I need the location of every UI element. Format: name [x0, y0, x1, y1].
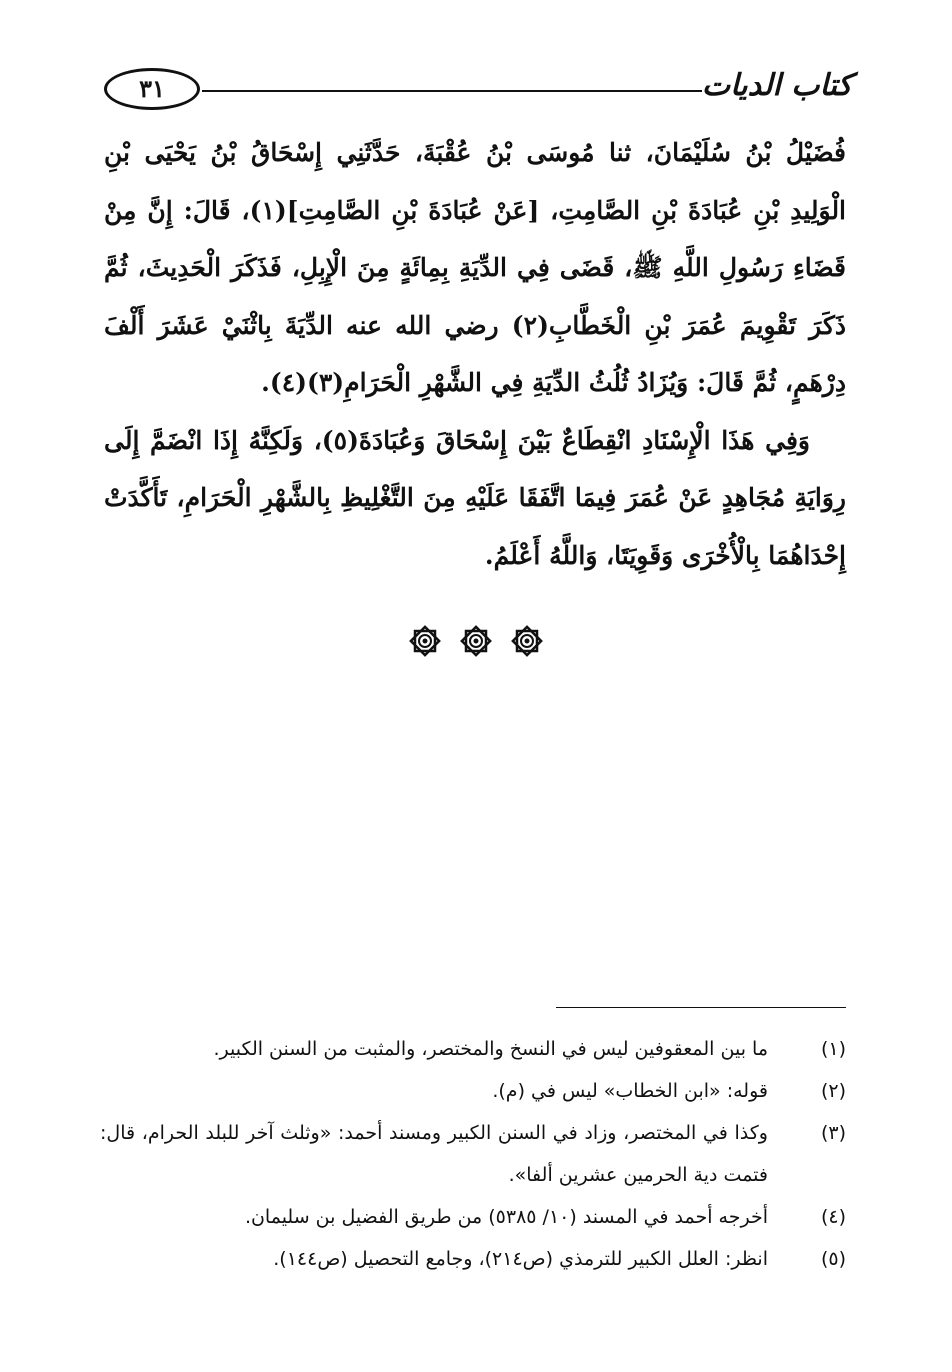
- page-number: ٣١: [104, 68, 200, 110]
- book-title: كتاب الديات: [701, 68, 852, 103]
- paragraph-1: فُضَيْلُ بْنُ سُلَيْمَانَ، ثنا مُوسَى بْنُ عُقْبَةَ، حَدَّثَنِي إِسْحَاقُ بْنُ يَحْيَى بْنِ الْوَلِيدِ بْنِ عُبَادَةَ بْنِ الصَّامِتِ، [عَنْ عُبَادَةَ بْنِ الصَّامِتِ](١)، قَالَ: إِنَّ مِنْ قَضَاءِ رَسُولِ اللَّهِ ﷺ، قَضَى فِي الدِّيَةِ بِمِائَةٍ مِنَ الْإِبِلِ، فَذَكَرَ الْحَدِيثَ، ثُمَّ ذَكَرَ تَقْوِيمَ عُمَرَ بْنِ الْخَطَّابِ(٢) رضي الله عنه الدِّيَةَ بِاثْنَيْ عَشَرَ أَلْفَ دِرْهَمٍ، ثُمَّ قَالَ: وَيُزَادُ ثُلُثُ الدِّيَةِ فِي الشَّهْرِ الْحَرَامِ(٣)(٤).: [104, 138, 847, 397]
- rosette-icon: [510, 624, 544, 658]
- main-text: [104, 124, 846, 584]
- footnote-2: [100, 1070, 846, 1112]
- footnote-text: انظر: العلل الكبير للترمذي (ص٢١٤)، وجامع التحصيل (ص١٤٤).: [273, 1248, 768, 1270]
- section-ornament: [0, 624, 952, 658]
- footnote-text: أخرجه أحمد في المسند (١٠/ ٥٣٨٥) من طريق الفضيل بن سليمان.: [244, 1206, 768, 1228]
- rosette-icon: [408, 624, 442, 658]
- rosette-icon: [459, 624, 493, 658]
- page-header: [100, 64, 852, 116]
- footnote-number: (٢): [820, 1080, 846, 1102]
- paragraph-2: وَفِي هَذَا الْإِسْنَادِ انْقِطَاعٌ بَيْنَ إِسْحَاقَ وَعُبَادَةَ(٥)، وَلَكِنَّهُ إِذَا انْضَمَّ إِلَى رِوَايَةِ مُجَاهِدٍ عَنْ عُمَرَ فِيمَا اتَّفَقَا عَلَيْهِ مِنَ التَّغْلِيظِ بِالشَّهْرِ الْحَرَامِ، تَأَكَّدَتْ إِحْدَاهُمَا بِالْأُخْرَى وَقَوِيَتَا، وَاللَّهُ أَعْلَمُ.: [104, 425, 846, 570]
- footnote-4: [100, 1196, 846, 1238]
- footnote-text: وكذا في المختصر، وزاد في السنن الكبير ومسند أحمد: «وثلث آخر للبلد الحرام، قال: فتمت دية الحرمين عشرين ألفا».: [100, 1122, 768, 1186]
- footnote-3: [100, 1112, 846, 1196]
- footnote-5: [100, 1238, 846, 1280]
- footnote-number: (١): [820, 1038, 846, 1060]
- footnote-separator: [556, 1007, 846, 1008]
- footnotes: [100, 1028, 846, 1280]
- header-rule: [202, 90, 702, 92]
- footnote-number: (٥): [820, 1248, 846, 1270]
- footnote-text: قوله: «ابن الخطاب» ليس في (م).: [492, 1080, 768, 1102]
- footnote-number: (٤): [820, 1206, 846, 1228]
- footnote-1: [100, 1028, 846, 1070]
- footnote-text: ما بين المعقوفين ليس في النسخ والمختصر، والمثبت من السنن الكبير.: [213, 1038, 768, 1060]
- footnote-number: (٣): [820, 1122, 846, 1144]
